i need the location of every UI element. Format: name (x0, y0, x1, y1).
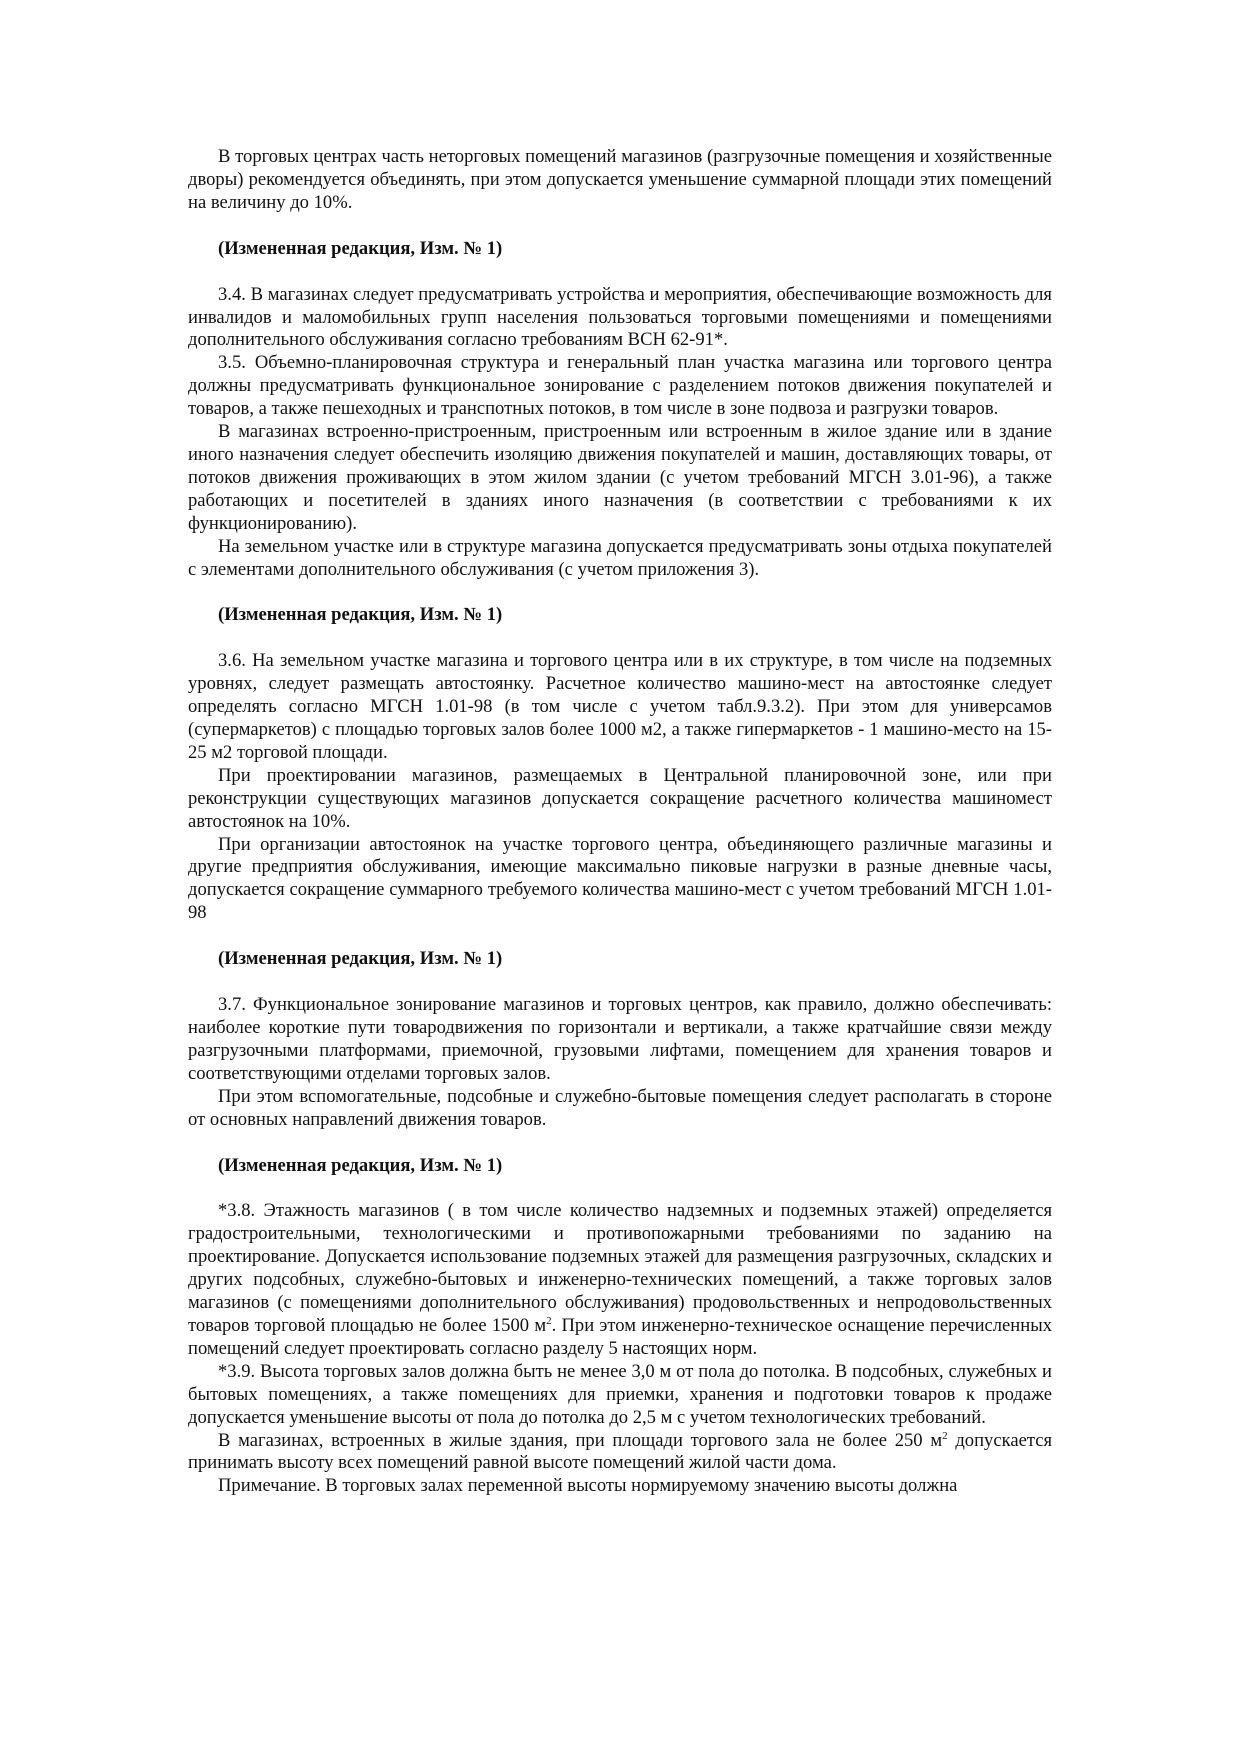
paragraph-3-9-built-in-tail: допускается принимать высоту всех помещений равной высоте помещений жилой части дома. (188, 1429, 1052, 1474)
paragraph-3-5-rest-zones: На земельном участке или в структуре магазина допускается предусматривать зоны отдыха покупателей с элементами дополнительного обслуживания (с учетом приложения 3). (188, 535, 1052, 580)
paragraph-3-9-built-in (188, 1430, 1052, 1476)
paragraph-3-8-text: *3.8. Этажность магазинов ( в том числе количество надземных и подземных этажей) определяется градостроительными, технологическими и противопожарными требованиями по заданию на проектирование. Допускается использование подземных этажей для размещения разгрузочных, складских и других подсобных, служебно-бытовых и инженерно-технических помещений, а также торговых залов магазинов (с помещениями дополнительного обслуживания) продовольственных и непродовольственных товаров торговой площадью не более 1500 м (188, 1200, 1052, 1336)
document-page (188, 146, 1052, 1498)
paragraph-3-7: 3.7. Функциональное зонирование магазинов и торговых центров, как правило, должно обеспечивать: наиболее короткие пути товародвижения по горизонтали и вертикали, а также кратчайшие связи между разгрузочными платформами, приемочной, грузовыми лифтами, помещением для хранения товаров и соответствующими отделами торговых залов. (188, 994, 1052, 1084)
paragraph-3-8-tail: . При этом инженерно-техническое оснащение перечисленных помещений следует проектировать согласно разделу 5 настоящих норм. (188, 1314, 1052, 1359)
paragraph-3-5-built-in: В магазинах встроенно-пристроенным, пристроенным или встроенным в жилое здание или в здание иного назначения следует обеспечить изоляцию движения покупателей и машин, доставляющих товары, от потоков движения проживающих в этом жилом здании (с учетом требований МГСН 3.01-96), а также работающих и посетителей в зданиях иного назначения (в соответствии с требованиями к их функционированию). (188, 421, 1052, 534)
amendment-note: (Измененная редакция, Изм. № 1) (218, 237, 503, 259)
superscript-2: 2 (546, 1314, 552, 1327)
paragraph-shopping-centers: В торговых центрах часть неторговых помещений магазинов (разгрузочные помещения и хозяйственные дворы) рекомендуется объединять, при этом допускается уменьшение суммарной площади этих помещений на величину до 10%. (188, 146, 1052, 213)
paragraph-3-4: 3.4. В магазинах следует предусматривать устройства и мероприятия, обеспечивающие возможность для инвалидов и маломобильных групп населения пользоваться торговыми помещениями и помещениями дополнительного обслуживания согласно требованиям ВСН 62-91*. (188, 283, 1052, 351)
paragraph-3-5: 3.5. Объемно-планировочная структура и генеральный план участка магазина или торгового центра должны предусматривать функциональное зонирование с разделением потоков движения покупателей и товаров, а также пешеходных и транспотных потоков, в том числе в зоне подвоза и разгрузки товаров. (188, 352, 1052, 420)
superscript-2: 2 (942, 1429, 948, 1442)
paragraph-3-6-central-zone: При проектировании магазинов, размещаемых в Центральной планировочной зоне, или при реконструкции существующих магазинов допускается сокращение расчетного количества машиномест автостоянок на 10%. (188, 764, 1052, 832)
paragraph-3-7-auxiliary: При этом вспомогательные, подсобные и служебно-бытовые помещения следует располагать в стороне от основных направлений движения товаров. (188, 1085, 1052, 1130)
paragraph-3-8 (188, 1200, 1052, 1360)
amendment-note: (Измененная редакция, Изм. № 1) (218, 604, 503, 626)
paragraph-3-6-parking: При организации автостоянок на участке торгового центра, объединяющего различные магазины и другие предприятия обслуживания, имеющие максимально пиковые нагрузки в разные дневные часы, допускается сокращение суммарного требуемого количества машино-мест с учетом требований МГСН 1.01-98 (188, 833, 1052, 924)
paragraph-note: Примечание. В торговых залах переменной высоты нормируемому значению высоты должна (218, 1475, 958, 1497)
paragraph-3-6: 3.6. На земельном участке магазина и торгового центра или в их структуре, в том числе на подземных уровнях, следует размещать автостоянку. Расчетное количество машино-мест на автостоянке следует определять согласно МГСН 1.01-98 (в том числе с учетом табл.9.3.2). При этом для универсамов (супермаркетов) с площадью торговых залов более 1000 м2, а также гипермаркетов - 1 машино-место на 15-25 м2 торговой площади. (188, 650, 1052, 763)
amendment-note: (Измененная редакция, Изм. № 1) (218, 948, 503, 970)
paragraph-3-9: *3.9. Высота торговых залов должна быть не менее 3,0 м от пола до потолка. В подсобных, служебных и бытовых помещениях, а также помещениях для приемки, хранения и подготовки товаров к продаже допускается уменьшение высоты от пола до потолка до 2,5 м с учетом технологических требований. (188, 1360, 1052, 1428)
paragraph-3-9-built-in-text: В магазинах, встроенных в жилые здания, при площади торгового зала не более 250 м (218, 1429, 943, 1451)
amendment-note: (Измененная редакция, Изм. № 1) (218, 1154, 503, 1176)
